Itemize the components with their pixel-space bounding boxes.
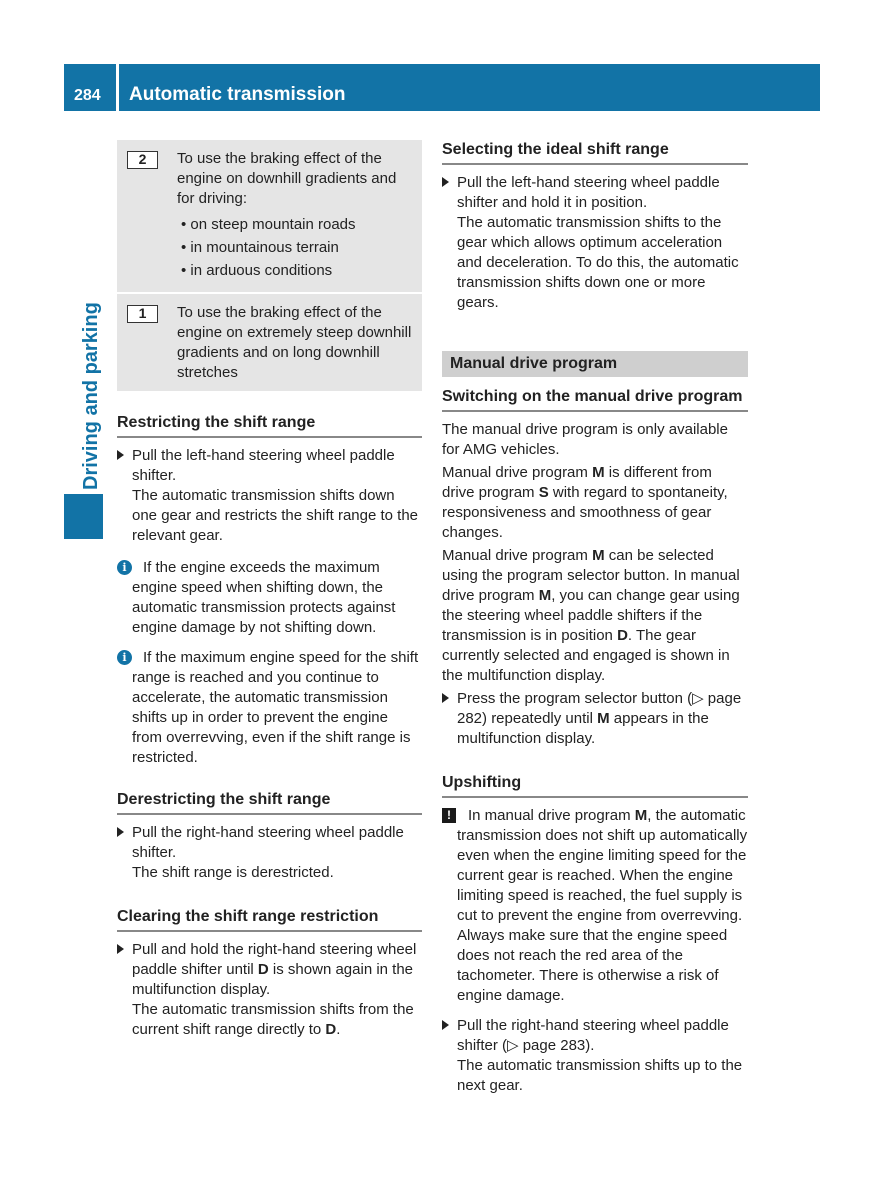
step-result: The automatic transmission shifts to the gear which allows optimum acceleration and deceleration. To do this, the automatic transmission shifts down one or more gears.	[457, 214, 739, 311]
gear-description: To use the braking effect of the engine on extremely steep downhill gradients and on long downhill stretches	[177, 304, 412, 381]
list-item: • in arduous conditions	[181, 262, 333, 279]
section-heading-upshifting: Upshifting	[442, 773, 748, 798]
paragraph: Manual drive program M can be selected using the program selector button. In manual drive program M, you can change gear using the steering wheel paddle shifters if the transmission is in position D. The gear currently selected and engaged is shown in the multifunction display.	[442, 547, 740, 684]
info-icon: i	[117, 650, 132, 665]
step-text: Pull the left-hand steering wheel paddle shifter and hold it in position.	[457, 174, 720, 211]
gear-table	[117, 140, 422, 391]
info-note	[117, 648, 422, 768]
side-tab-label: Driving and parking	[80, 302, 102, 490]
note-text: If the engine exceeds the maximum engine speed when shifting down, the automatic transmission protects against engine damage by not shifting down.	[132, 559, 396, 636]
section-heading-switching: Switching on the manual drive program	[442, 387, 748, 412]
gear-key-1: 1	[127, 305, 158, 323]
instruction-step	[117, 823, 422, 883]
band-heading-manual-drive: Manual drive program	[442, 351, 748, 377]
info-note	[117, 558, 422, 638]
info-icon: i	[117, 560, 132, 575]
section-heading-restricting: Restricting the shift range	[117, 413, 422, 438]
instruction-step	[442, 1016, 748, 1096]
warning-icon: !	[442, 808, 456, 823]
left-column	[117, 140, 422, 1046]
side-tab-marker	[64, 494, 103, 539]
step-text: Pull the left-hand steering wheel paddle shifter.	[132, 447, 395, 484]
paragraph: Manual drive program M is different from drive program S with regard to spontaneity, responsiveness and smoothness of gear changes.	[442, 464, 728, 541]
step-arrow-icon	[442, 1020, 449, 1030]
step-text: Pull the right-hand steering wheel paddle shifter.	[132, 824, 404, 861]
gear-description: To use the braking effect of the engine on downhill gradients and for driving:	[177, 150, 397, 207]
note-text: In manual drive program M, the automatic transmission does not shift up automatically even when the engine limiting speed for the current gear is reached. When the engine limiting speed is reached, the fuel supply is cut to prevent the engine from overrevving. Always make sure that the engine speed does not reach the red area of the tachometer. There is otherwise a risk of engine damage.	[457, 807, 748, 1004]
header-divider	[116, 64, 119, 111]
gear-key-2: 2	[127, 151, 158, 169]
page-number: 284	[74, 87, 101, 104]
step-text: Pull the right-hand steering wheel paddle shifter (▷ page 283).	[457, 1017, 729, 1054]
list-item: • on steep mountain roads	[181, 216, 356, 233]
step-text: Press the program selector button (▷ page 282) repeatedly until M appears in the multifunction display.	[457, 690, 742, 747]
page-title: Automatic transmission	[129, 84, 346, 105]
table-row	[117, 294, 422, 391]
step-arrow-icon	[117, 827, 124, 837]
step-result: The shift range is derestricted.	[132, 864, 334, 881]
step-result: The automatic transmission shifts from the current shift range directly to D.	[132, 1001, 414, 1038]
step-arrow-icon	[442, 693, 449, 703]
note-text: If the maximum engine speed for the shift range is reached and you continue to accelerate, the automatic transmission shifts up in order to prevent the engine from overrevving, even if the shift range is restricted.	[132, 649, 419, 766]
step-arrow-icon	[117, 450, 124, 460]
list-item: • in mountainous terrain	[181, 239, 339, 256]
table-row	[117, 140, 422, 294]
instruction-step	[117, 940, 422, 1040]
section-heading-clearing: Clearing the shift range restriction	[117, 907, 422, 932]
step-text: Pull and hold the right-hand steering wheel paddle shifter until D is shown again in the multifunction display.	[132, 941, 417, 998]
paragraph: The manual drive program is only available for AMG vehicles.	[442, 421, 728, 458]
step-result: The automatic transmission shifts down one gear and restricts the shift range to the relevant gear.	[132, 487, 419, 544]
instruction-step	[442, 689, 748, 749]
step-result: The automatic transmission shifts up to the next gear.	[457, 1057, 743, 1094]
section-heading-derestricting: Derestricting the shift range	[117, 790, 422, 815]
step-arrow-icon	[442, 177, 449, 187]
step-arrow-icon	[117, 944, 124, 954]
instruction-step	[117, 446, 422, 546]
right-column	[442, 140, 748, 1102]
section-heading-ideal: Selecting the ideal shift range	[442, 140, 748, 165]
instruction-step	[442, 173, 748, 313]
warning-note	[442, 806, 748, 1006]
